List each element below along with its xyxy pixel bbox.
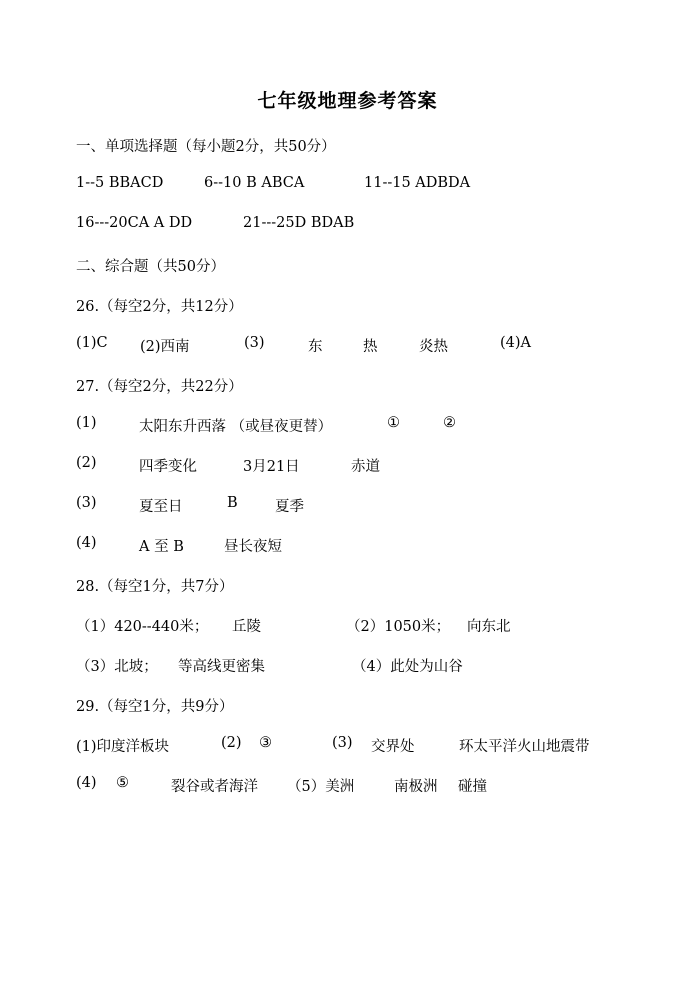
q26-answer: (3) [244, 335, 265, 351]
page-title: 七年级地理参考答案 [257, 90, 438, 112]
q26-answer: (1)C [76, 335, 108, 351]
q27-label: (4) [76, 535, 97, 551]
q28-answer: （2）1050米； [346, 619, 451, 635]
q28-answer: 向东北 [467, 619, 511, 635]
section2-heading: 二、综合题（共50分） [76, 259, 225, 275]
q26-answer: (4)A [500, 335, 532, 351]
q27-answer: 太阳东升西落 （或昼夜更替） [139, 419, 333, 435]
q26-answer: 炎热 [419, 339, 448, 355]
q27-answer: 夏至日 [139, 499, 183, 515]
q28-answer: （4）此处为山谷 [352, 659, 463, 675]
q29-label: (4) [76, 775, 97, 791]
q29-answer: ③ [259, 735, 272, 751]
q27-label: (3) [76, 495, 97, 511]
q27-label: (1) [76, 415, 97, 431]
q29-answer: 环太平洋火山地震带 [459, 739, 590, 755]
q28-answer: 丘陵 [232, 619, 261, 635]
q28-answer: （3）北坡； [76, 659, 158, 675]
q27-answer: A 至 B [139, 539, 184, 555]
q27-answer: 昼长夜短 [224, 539, 282, 555]
q29-answer: （5）美洲 [287, 779, 355, 795]
q29-answer: 碰撞 [458, 779, 487, 795]
q28-answer: 等高线更密集 [178, 659, 265, 675]
q28-answer: （1）420--440米； [76, 619, 209, 635]
q27-answer: 赤道 [351, 459, 380, 475]
q26-answer: (2)西南 [140, 339, 190, 355]
q27-answer: ② [443, 415, 456, 431]
q27-label: (2) [76, 455, 97, 471]
q27-answer: B [227, 495, 238, 511]
q26-header: 26.（每空2分，共12分） [76, 299, 243, 315]
section1-heading: 一、单项选择题（每小题2分，共50分） [76, 139, 336, 155]
q29-answer: (1)印度洋板块 [76, 739, 170, 755]
q27-header: 27.（每空2分，共22分） [76, 379, 243, 395]
q29-answer: 裂谷或者海洋 [171, 779, 258, 795]
q26-answer: 热 [363, 339, 378, 355]
q27-answer: 3月21日 [243, 459, 300, 475]
q26-answer: 东 [308, 339, 323, 355]
q29-header: 29.（每空1分，共9分） [76, 699, 234, 715]
mc-21-25: 21---25D BDAB [243, 215, 355, 231]
q29-answer: (2) [221, 735, 242, 751]
q29-answer: 交界处 [371, 739, 415, 755]
q29-answer: (3) [332, 735, 353, 751]
q29-answer: ⑤ [116, 775, 129, 791]
q29-answer: 南极洲 [394, 779, 438, 795]
q27-answer: 四季变化 [139, 459, 197, 475]
q27-answer: ① [387, 415, 400, 431]
q28-header: 28.（每空1分，共7分） [76, 579, 234, 595]
q27-answer: 夏季 [275, 499, 304, 515]
mc-1-5: 1--5 BBACD [76, 175, 164, 191]
mc-6-10: 6--10 B ABCA [204, 175, 305, 191]
mc-16-20: 16---20CA A DD [76, 215, 193, 231]
mc-11-15: 11--15 ADBDA [364, 175, 471, 191]
